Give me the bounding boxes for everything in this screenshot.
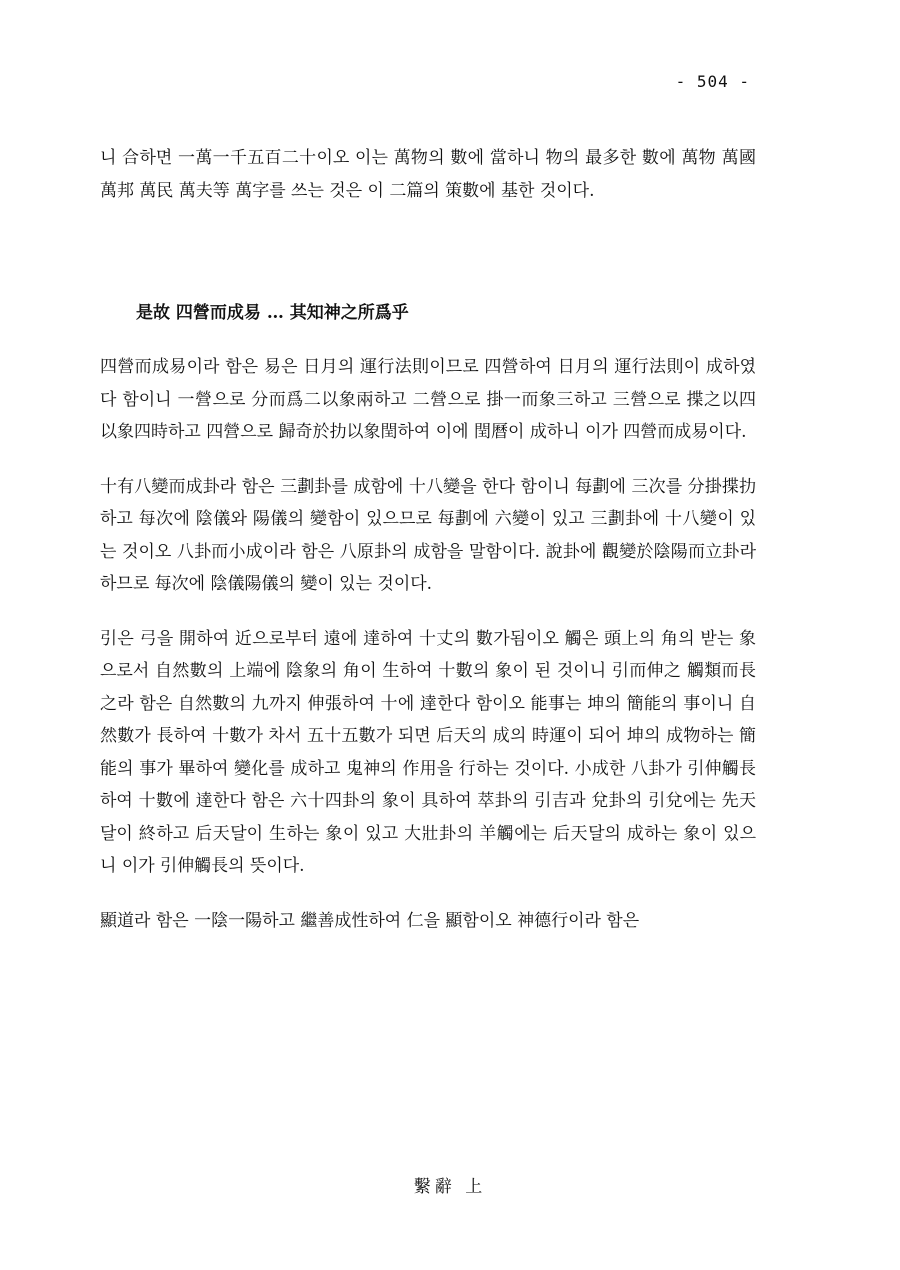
paragraph-eighteen-changes: 十有八變而成卦라 함은 三劃卦를 成함에 十八變을 한다 함이니 每劃에 三次를 分掛揲扐하고 每次에 陰儀와 陽儀의 變함이 있으므로 每劃에 六變이 있고 三劃卦에 十八變이 있는 것이오 八卦而小成이라 함은 八原卦의 成함을 말함이다. 說卦에 觀變於陰陽而立卦라 하므로 每次에 陰儀陽儀의 變이 있는 것이다.: [100, 476, 756, 594]
page-body: [100, 142, 756, 937]
paragraph-extend-and-touch: 引은 弓을 開하여 近으로부터 遠에 達하여 十丈의 數가됨이오 觸은 頭上의 角의 받는 象으로서 自然數의 上端에 陰象의 角이 生하여 十數의 象이 된 것이니 引而伸之 觸類而長之라 함은 自然數의 九까지 伸張하여 十에 達한다 함이오 能事는 坤의 簡能의 事이니 自然數가 長하여 十數가 차서 五十五數가 되면 后天의 成의 時運이 되어 坤의 成物하는 簡能의 事가 畢하여 變化를 成하고 鬼神의 作用을 行하는 것이다. 小成한 八卦가 引伸觸長하여 十數에 達한다 함은 六十四卦의 象이 具하여 萃卦의 引吉과 兌卦의 引兌에는 先天달이 終하고 后天달이 生하는 象이 있고 大壯卦의 羊觸에는 后天달의 成하는 象이 있으니 이가 引伸觸長의 뜻이다.: [100, 628, 756, 876]
page-footer: 繫辭 上: [413, 1177, 487, 1197]
page-number: - 504 -: [675, 72, 750, 91]
paragraph-spacer: [100, 449, 756, 471]
section-spacer: [100, 207, 756, 297]
paragraph-manifest-way: 顯道라 함은 一陰一陽하고 繼善成性하여 仁을 顯함이오 神德行이라 함은: [100, 910, 640, 931]
section-heading: 是故 四營而成易 … 其知神之所爲乎: [136, 303, 409, 323]
paragraph-spacer: [100, 883, 756, 905]
paragraph-four-operations: 四營而成易이라 함은 易은 日月의 運行法則이므로 四營하여 日月의 運行法則이 成하였다 함이니 一營으로 分而爲二以象兩하고 二營으로 掛一而象三하고 三營으로 揲之以四以象四時하고 四營으로 歸奇於扐以象閏하여 이에 閏曆이 成하니 이가 四營而成易이다.: [100, 357, 756, 442]
paragraph-spacer: [100, 601, 756, 623]
intro-paragraph: 니 合하면 一萬一千五百二十이오 이는 萬物의 數에 當하니 物의 最多한 數에 萬物 萬國 萬邦 萬民 萬夫等 萬字를 쓰는 것은 이 二篇의 策數에 基한 것이다.: [100, 148, 756, 201]
